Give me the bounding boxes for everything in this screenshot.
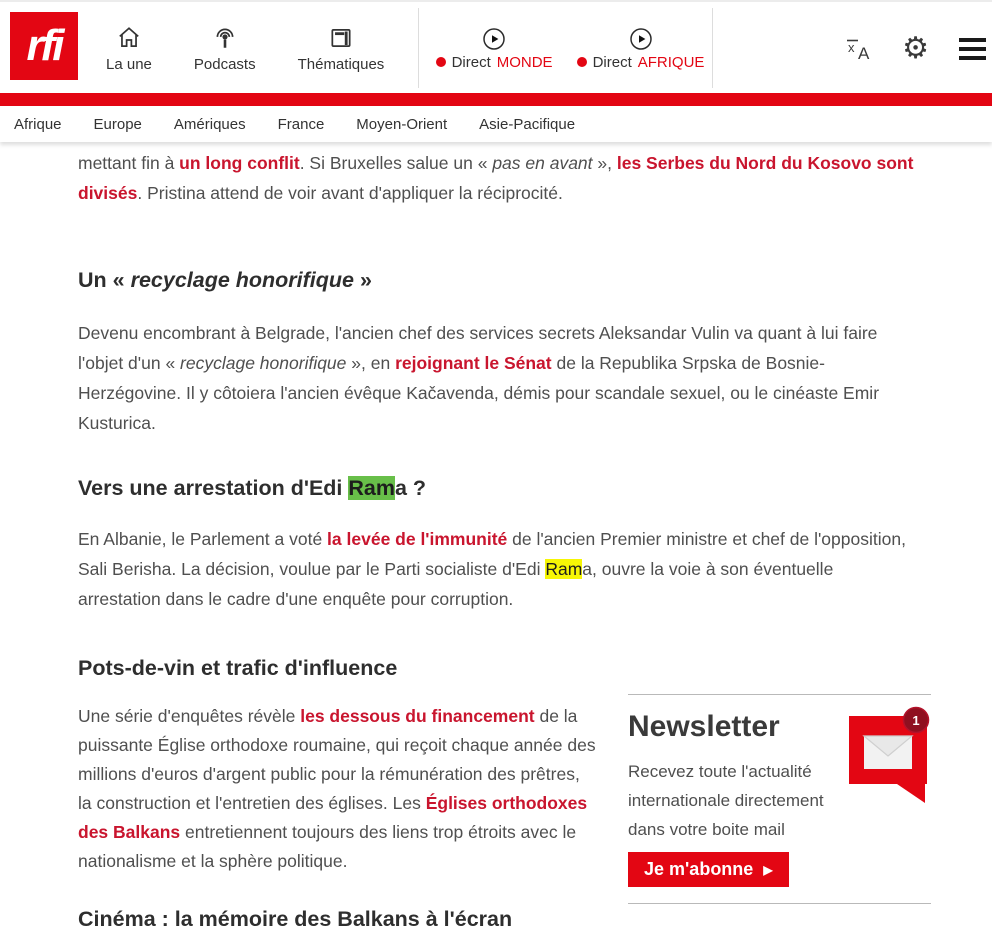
svg-text:A: A: [858, 43, 870, 63]
direct-monde-button[interactable]: [436, 27, 553, 71]
article-paragraph: [78, 148, 914, 208]
text-run: recyclage honorifique: [180, 353, 347, 373]
direct-label: Direct: [592, 53, 632, 71]
subnav-item-asie-pacifique[interactable]: Asie-Pacifique: [479, 115, 576, 133]
text-run: de l'ancien Premier ministre et chef de l'opposition, Sali Berisha. La décision, voulue par le Parti socialiste d'Edi: [78, 529, 906, 579]
subnav-item-afrique[interactable]: Afrique: [14, 115, 62, 133]
text-run: Devenu encombrant à Belgrade, l'ancien chef des services secrets Aleksandar Vulin va quant à lui faire l'objet d'un «: [78, 323, 878, 373]
text-run: a ?: [394, 476, 427, 500]
svg-text:x: x: [848, 39, 855, 55]
direct-afrique-button[interactable]: [577, 27, 705, 71]
nav-label: La une: [106, 55, 152, 73]
play-circle-icon: [482, 27, 506, 51]
text-run: . Si Bruxelles salue un «: [299, 153, 493, 173]
text-run: Une série d'enquêtes révèle: [78, 706, 301, 726]
inline-link[interactable]: les Serbes du Nord du Kosovo sont divisés: [78, 153, 914, 203]
podcast-icon: [212, 25, 238, 51]
divider: [712, 8, 713, 88]
subnav-item-ameriques[interactable]: Amériques: [173, 115, 246, 133]
translate-icon[interactable]: [842, 35, 872, 63]
nav-label: Podcasts: [193, 55, 256, 73]
live-dot-icon: [436, 57, 446, 67]
section-heading-truncated: Cinéma : la mémoire des Balkans à l'écran: [78, 907, 513, 931]
text-run: de la Republika Srpska de Bosnie-Herzégovine. Il y côtoiera l'ancien évêque Kačavenda, démis pour scandale sexuel, ou le cinéaste Emir Kusturica.: [78, 353, 880, 433]
inline-link[interactable]: Églises orthodoxes des Balkans: [78, 793, 588, 842]
section-heading: Pots-de-vin et trafic d'influence: [78, 656, 398, 680]
divider: [628, 903, 931, 904]
direct-group: [432, 2, 708, 95]
rfi-logo[interactable]: rfi: [10, 12, 78, 80]
text-run: », en: [346, 353, 396, 373]
text-run: a, ouvre la voie à son éventuelle arrestation dans le cadre d'une enquête pour corruption.: [78, 559, 834, 609]
text-run: Vers une arrestation d'Edi: [78, 476, 349, 500]
live-dot-icon: [577, 57, 587, 67]
subnav-item-france[interactable]: France: [277, 115, 325, 133]
inline-link[interactable]: rejoignant le Sénat: [395, 353, 552, 373]
article-paragraph: [78, 318, 914, 438]
section-heading: [78, 474, 914, 502]
text-run: Un «: [78, 268, 131, 292]
section-heading: [78, 266, 914, 294]
text-run: entretiennent toujours des liens trop étroits avec le nationalisme et la sphère politique.: [78, 822, 577, 871]
text-run: recyclage honorifique: [130, 268, 354, 292]
play-circle-icon: [629, 27, 653, 51]
newsletter-envelope-icon: [847, 706, 931, 804]
subscribe-button[interactable]: Je m'abonne ▶: [628, 852, 789, 887]
subnav-item-moyen-orient[interactable]: Moyen-Orient: [356, 115, 448, 133]
newsletter-widget: [628, 694, 931, 904]
search-highlight: Ram: [545, 559, 583, 579]
home-icon: [116, 25, 142, 51]
main-nav: [106, 2, 384, 95]
nav-item-podcasts[interactable]: [194, 25, 256, 73]
direct-channel: MONDE: [496, 53, 553, 71]
themes-icon: [328, 25, 354, 51]
divider: [628, 694, 931, 695]
inline-link[interactable]: les dessous du financement: [300, 706, 535, 726]
direct-label: Direct: [451, 53, 491, 71]
nav-item-thematiques[interactable]: [298, 25, 385, 73]
text-run: . Pristina attend de voir avant d'appliquer la réciprocité.: [137, 183, 563, 203]
svg-text:1: 1: [912, 713, 920, 728]
header-actions: [842, 2, 986, 95]
site-header: [0, 0, 992, 93]
newsletter-description: Recevez toute l'actualité internationale directement dans votre boite mail: [628, 762, 824, 839]
article-content: [0, 142, 992, 931]
settings-gear-icon[interactable]: ⚙: [902, 31, 929, 65]
nav-label: Thématiques: [297, 55, 385, 73]
article-paragraph: [78, 524, 914, 614]
newsletter-title: Newsletter: [628, 710, 780, 743]
text-run: mettant fin à: [78, 153, 180, 173]
article-paragraph: [78, 702, 598, 876]
nav-item-la-une[interactable]: [106, 25, 152, 73]
text-run: »: [354, 268, 372, 292]
subnav-item-europe[interactable]: Europe: [93, 115, 142, 133]
inline-link[interactable]: un long conflit: [179, 153, 300, 173]
text-run: En Albanie, le Parlement a voté: [78, 529, 328, 549]
text-run: de la puissante Église orthodoxe roumaine, qui reçoit chaque année des millions d'euros d'argent public pour la rémunération des prêtres, la construction et l'entretien des églises. Les: [78, 706, 596, 813]
text-run: pas en avant: [492, 153, 593, 173]
inline-link[interactable]: la levée de l'immunité: [327, 529, 508, 549]
regions-subnav: [0, 106, 992, 142]
search-highlight: Ram: [348, 476, 395, 500]
menu-hamburger-icon[interactable]: [959, 38, 986, 60]
direct-channel: AFRIQUE: [637, 53, 705, 71]
divider: [418, 8, 419, 88]
arrow-right-icon: ▶: [763, 862, 773, 877]
text-run: »,: [592, 153, 617, 173]
